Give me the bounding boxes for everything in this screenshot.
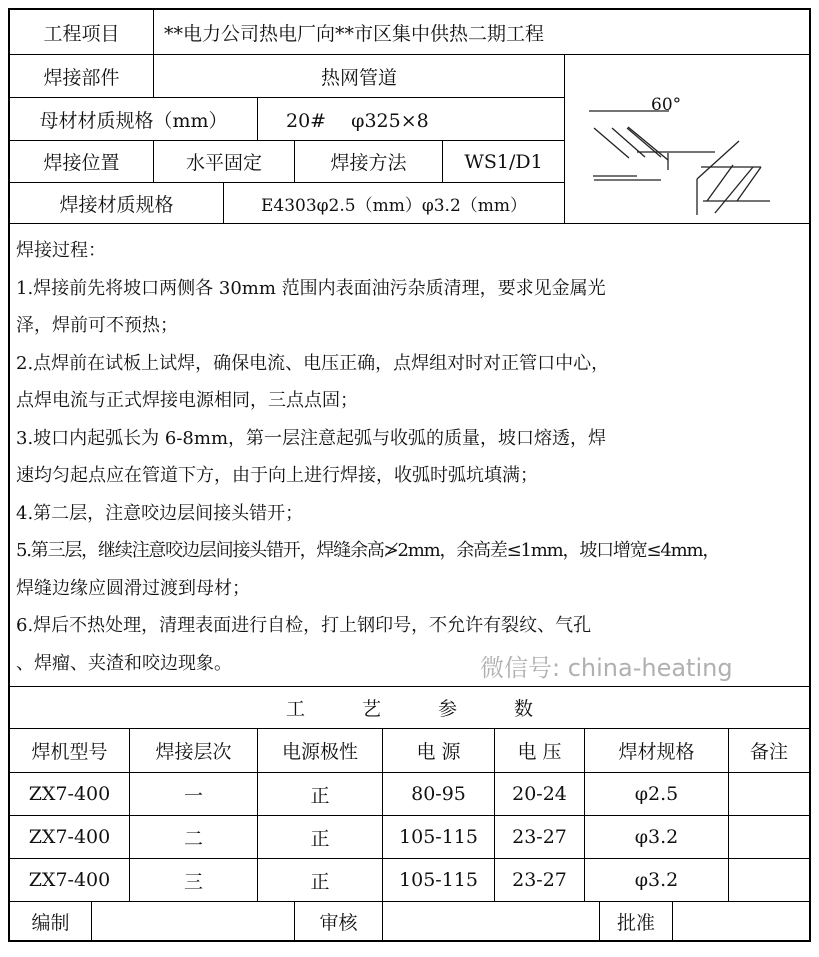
cell-filler-spec: φ3.2 (585, 859, 729, 902)
cell-filler-spec: φ3.2 (585, 816, 729, 859)
filler-label: 焊接材质规格 (10, 183, 224, 224)
method-label: 焊接方法 (295, 141, 443, 183)
cell-current: 105-115 (383, 816, 495, 859)
cell-polarity: 正 (258, 859, 383, 902)
groove-diagram (565, 55, 809, 224)
process-title: 焊接过程： (16, 240, 106, 261)
approve-value (673, 902, 809, 940)
cell-polarity: 正 (258, 816, 383, 859)
part-value: 热网管道 (154, 55, 565, 98)
filler-value: E4303φ2.5（mm）φ3.2（mm） (224, 183, 565, 224)
process-line: 4.第二层，注意咬边层间接头错开； (16, 502, 304, 524)
project-label: 工程项目 (10, 10, 154, 55)
params-title: 工 艺 参 数 (10, 687, 809, 729)
welding-process-section (10, 224, 809, 687)
groove-angle: 60° (651, 95, 682, 115)
column-header-voltage: 电 压 (495, 729, 585, 773)
process-line: 速均匀起点应在管道下方，由于向上进行焊接，收弧时弧坑填满； (16, 465, 538, 486)
part-label: 焊接部件 (10, 55, 154, 98)
column-header-remarks: 备注 (729, 729, 809, 773)
review-label: 审核 (295, 902, 383, 940)
position-value: 水平固定 (154, 141, 295, 183)
base-material-value: 20# φ325×8 (258, 98, 565, 141)
column-header-polarity: 电源极性 (258, 729, 383, 773)
groove-sketch-icon (565, 55, 809, 224)
cell-remarks (729, 773, 809, 816)
approve-label: 批准 (600, 902, 673, 940)
cell-machine-model: ZX7-400 (10, 773, 130, 816)
cell-remarks (729, 816, 809, 859)
process-line: 2.点焊前在试板上试焊，确保电流、电压正确，点焊组对时对正管口中心， (16, 352, 610, 374)
column-header-filler-spec: 焊材规格 (585, 729, 729, 773)
method-value: WS1/D1 (443, 141, 565, 183)
base-material-label: 母材材质规格（mm） (10, 98, 258, 141)
project-value: **电力公司热电厂向**市区集中供热二期工程 (154, 10, 809, 55)
process-line: 5.第三层，继续注意咬边层间接头错开，焊缝余高≯2mm，余高差≤1mm，坡口增宽≤4mm， (16, 540, 720, 561)
process-line: 6.焊后不热处理，清理表面进行自检，打上钢印号，不允许有裂纹、气孔 (16, 615, 592, 636)
cell-voltage: 23-27 (495, 859, 585, 902)
cell-machine-model: ZX7-400 (10, 859, 130, 902)
cell-layer: 二 (130, 816, 258, 859)
process-line: 焊缝边缘应圆滑过渡到母材； (16, 577, 250, 599)
prepared-label: 编制 (10, 902, 92, 940)
process-line: 3.坡口内起弧长为 6-8mm，第一层注意起弧与收弧的质量，坡口熔透，焊 (16, 427, 607, 449)
process-line: 1.焊接前先将坡口两侧各 30mm 范围内表面油污杂质清理，要求见金属光 (16, 277, 606, 299)
cell-current: 105-115 (383, 859, 495, 902)
process-line: 、焊瘤、夹渣和咬边现象。 (16, 652, 232, 674)
column-header-machine-model: 焊机型号 (10, 729, 130, 773)
prepared-value (92, 902, 295, 940)
process-line: 点焊电流与正式焊接电源相同，三点点固； (16, 390, 358, 411)
cell-voltage: 23-27 (495, 816, 585, 859)
column-header-current: 电 源 (383, 729, 495, 773)
welding-procedure-table (8, 8, 811, 942)
cell-layer: 一 (130, 773, 258, 816)
process-line: 泽，焊前可不预热； (16, 315, 178, 336)
position-label: 焊接位置 (10, 141, 154, 183)
cell-voltage: 20-24 (495, 773, 585, 816)
cell-machine-model: ZX7-400 (10, 816, 130, 859)
watermark: 微信号: china-heating (480, 654, 733, 682)
cell-layer: 三 (130, 859, 258, 902)
column-header-layer: 焊接层次 (130, 729, 258, 773)
cell-current: 80-95 (383, 773, 495, 816)
cell-remarks (729, 859, 809, 902)
cell-polarity: 正 (258, 773, 383, 816)
review-value (383, 902, 600, 940)
cell-filler-spec: φ2.5 (585, 773, 729, 816)
